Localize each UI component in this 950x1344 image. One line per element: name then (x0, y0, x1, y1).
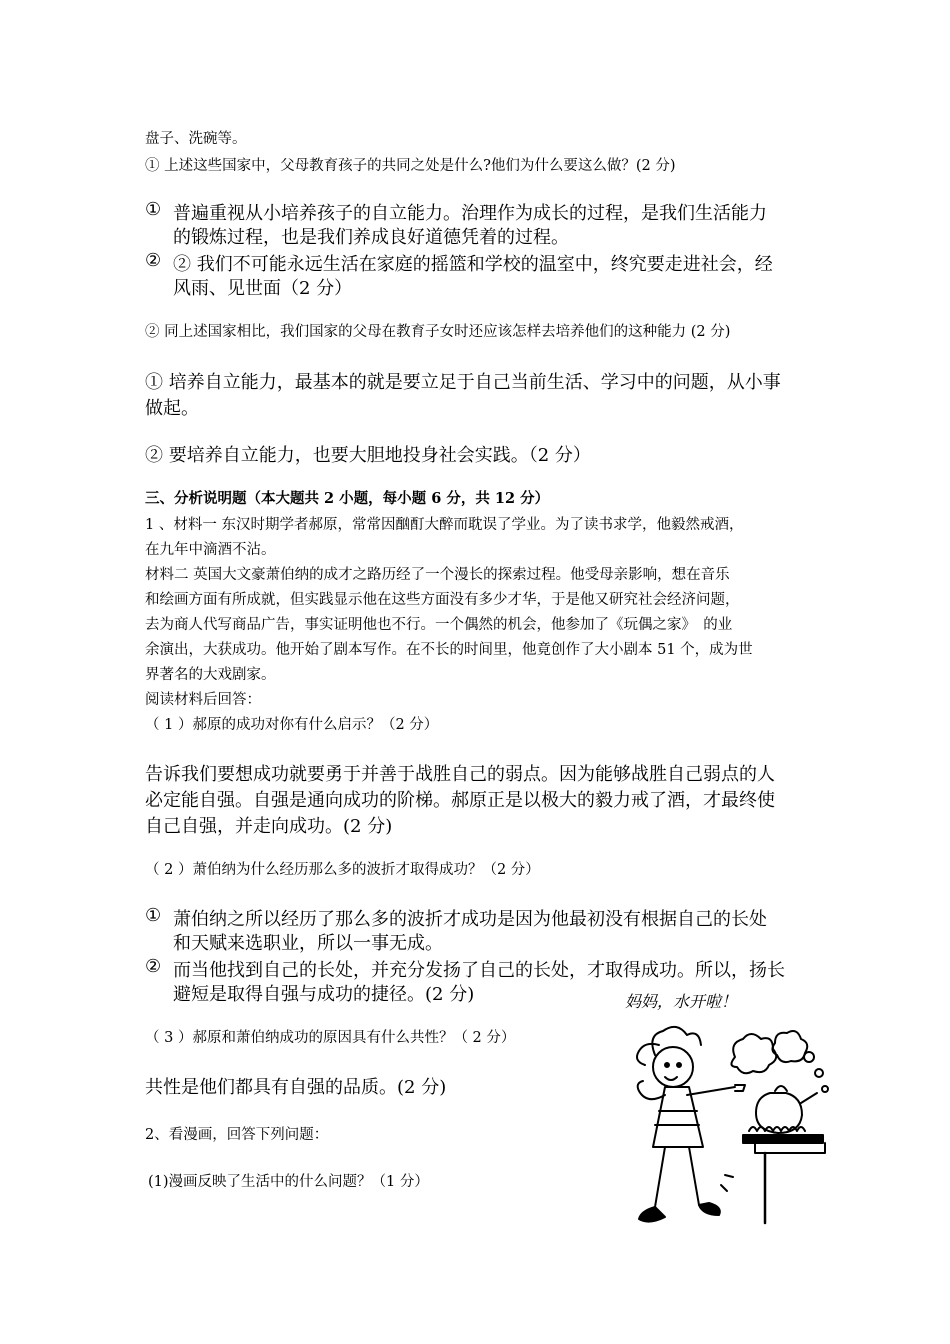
girl-head (653, 1047, 693, 1087)
answer-line: 避短是取得自强与成功的捷径。(2 分) (173, 984, 475, 1005)
list-marker: ① (145, 905, 162, 926)
answer-line: ① 培养自立能力，最基本的就是要立足于自己当前生活、学习中的问题，从小事 (145, 372, 781, 393)
question-2: ② 同上述国家相比，我们国家的父母在教育子女时还应该怎样去培养他们的这种能力 (2 分) (145, 324, 731, 340)
question-4: （ 2 ）萧伯纳为什么经历那么多的波折才取得成功？（2 分） (145, 862, 540, 878)
cartoon-illustration (625, 985, 835, 1240)
answer-line: ② 我们不可能永远生活在家庭的摇篮和学校的温室中，终究要走进社会，经 (173, 254, 773, 275)
steam-cloud-2 (772, 1031, 807, 1062)
answer-line: 萧伯纳之所以经历了那么多的波折才成功是因为他最初没有根据自己的长处 (173, 909, 767, 930)
answer-line: 告诉我们要想成功就要勇于并善于战胜自己的弱点。因为能够战胜自己弱点的人 (145, 764, 775, 785)
text-line: 盘子、洗碗等。 (145, 131, 247, 147)
answer-line: 做起。 (145, 398, 199, 419)
answer-line: 普遍重视从小培养孩子的自立能力。治理作为成长的过程，是我们生活能力 (173, 203, 767, 224)
material-text: 和绘画方面有所成就，但实践显示他在这些方面没有多少才华，于是他又研究社会经济问题， (145, 592, 740, 608)
girl-body (653, 1087, 703, 1147)
answer-line: 风雨、见世面（2 分） (173, 278, 353, 299)
material-text: 界著名的大戏剧家。 (145, 667, 276, 683)
cartoon-drawing (625, 985, 835, 1240)
steam-cloud (731, 1034, 776, 1073)
material-text: 在九年中滴酒不沾。 (145, 542, 276, 558)
material-text: 去为商人代写商品广告，事实证明他也不行。一个偶然的机会，他参加了《玩偶之家》 的业 (145, 617, 733, 633)
material-text: 1 、材料一 东汉时期学者郝原，常常因酗酊大醉而耽误了学业。为了读书求学，他毅然戒酒， (145, 517, 744, 533)
list-marker: ② (145, 956, 162, 977)
material-text: 余演出，大获成功。他开始了剧本写作。在不长的时间里，他竟创作了大小剧本 51 个，成为世 (145, 642, 753, 658)
stove (743, 1135, 823, 1143)
answer-line: 的锻炼过程，也是我们养成良好道德凭着的过程。 (173, 227, 569, 248)
answer-line: ② 要培养自立能力，也要大胆地投身社会实践。（2 分） (145, 445, 591, 466)
answer-line: 自己自强，并走向成功。(2 分) (145, 816, 393, 837)
list-marker: ② (145, 250, 162, 271)
list-marker: ① (145, 199, 162, 220)
instruction-text: 阅读材料后回答： (145, 692, 261, 708)
cartoon-caption: 妈妈，水开啦！ (625, 992, 738, 1011)
section-heading: 三、分析说明题（本大题共 2 小题，每小题 6 分，共 12 分） (145, 490, 550, 507)
material-text: 材料二 英国大文豪萧伯纳的成才之路历经了一个漫长的探索过程。他受母亲影响，想在音乐 (145, 567, 730, 583)
question-3: （ 1 ）郝原的成功对你有什么启示？（2 分） (145, 717, 439, 733)
girl-arm (687, 1087, 735, 1095)
question-7: (1)漫画反映了生活中的什么问题？（1 分） (148, 1174, 429, 1190)
question-5: （ 3 ）郝原和萧伯纳成功的原因具有什么共性？（ 2 分） (145, 1030, 516, 1046)
answer-line: 和天赋来选职业，所以一事无成。 (173, 933, 443, 954)
answer-line: 必定能自强。自强是通向成功的阶梯。郝原正是以极大的毅力戒了酒，才最终使 (145, 790, 775, 811)
question-1: ① 上述这些国家中，父母教育孩子的共同之处是什么?他们为什么要这么做？(2 分) (145, 158, 676, 174)
answer-line: 共性是他们都具有自强的品质。(2 分) (145, 1077, 447, 1098)
answer-line: 而当他找到自己的长处，并充分发扬了自己的长处，才取得成功。所以，扬长 (173, 960, 785, 981)
question-6: 2、看漫画，回答下列问题： (145, 1127, 329, 1143)
